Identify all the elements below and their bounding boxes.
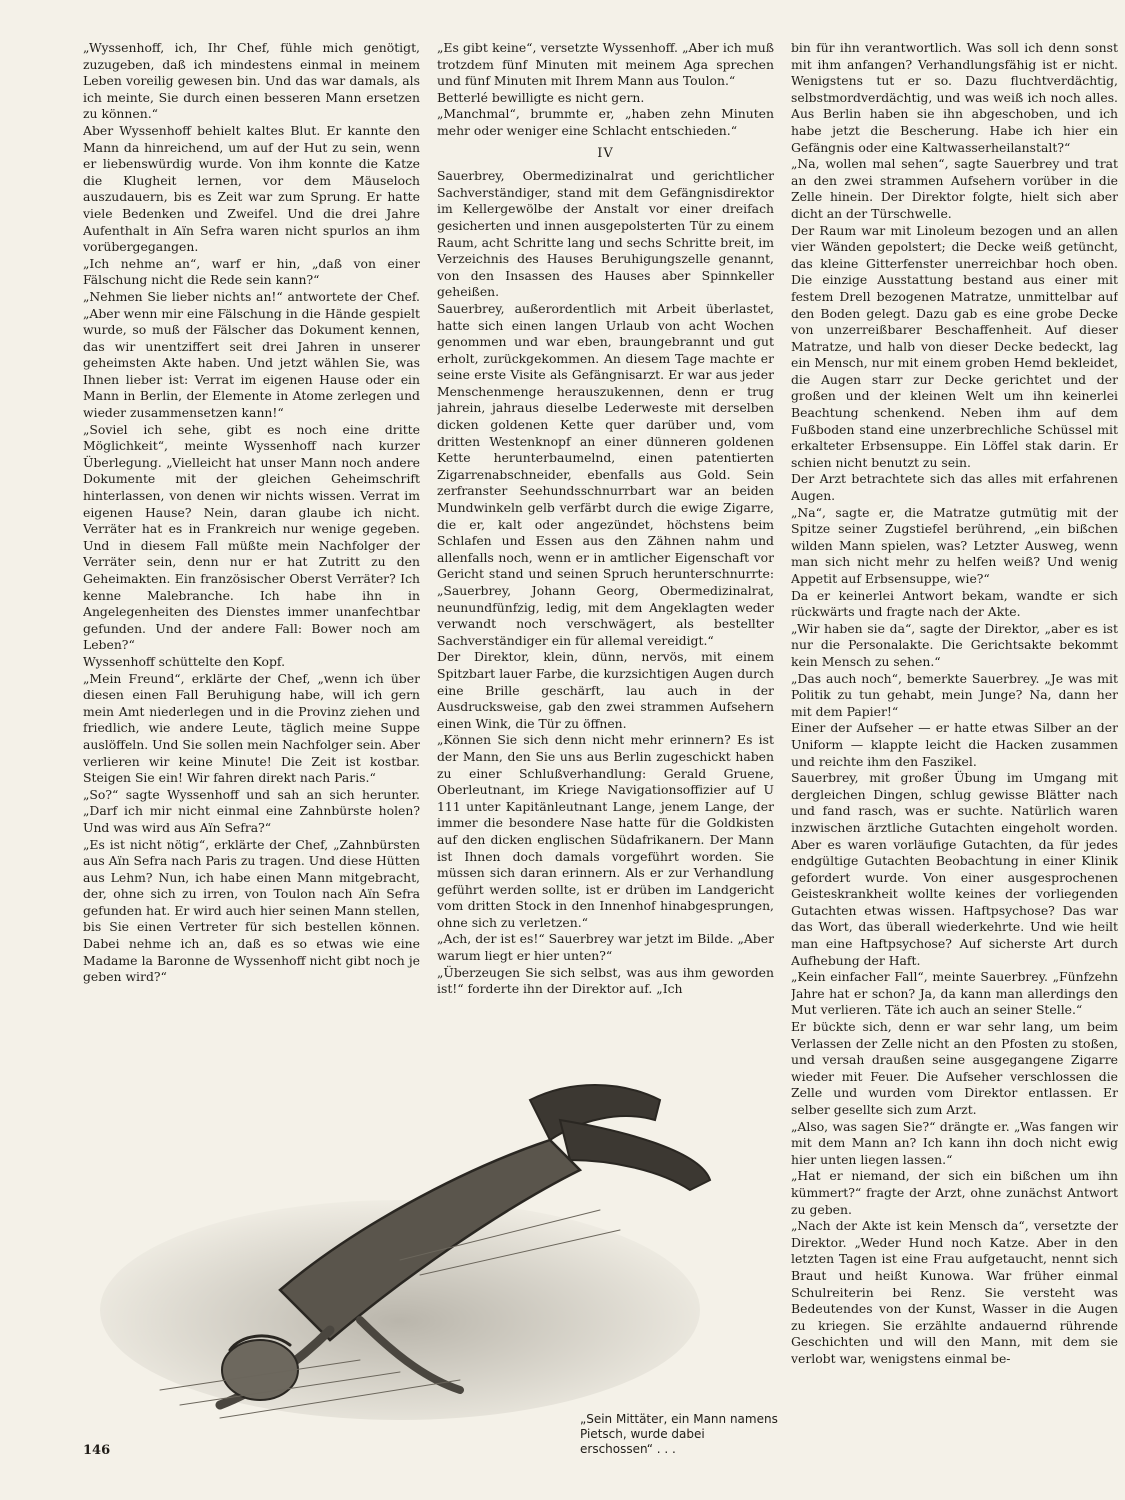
paragraph: „Es ist nicht nötig“, erklärte der Chef, „Zahnbürsten aus Aïn Sefra nach Paris zu tragen. Und diese Hütten aus Lehm? Nun, ich habe einen Mann mitgebracht, der, ohne sich zu irren, von Toulon nach Aïn Sefra gefunden hat. Er wird auch hier seinen Mann stellen, bis Sie einen Vertreter für sich bestellen können. Dabei nehme ich an, daß es so etwas wie eine Madame la Baronne de Wyssenhoff nicht gibt noch je geben wird?“ [83,836,420,985]
paragraph: „Kein einfacher Fall“, meinte Sauerbrey. „Fünfzehn Jahre hat er schon? Ja, da kann man allerdings den Mut verlieren. Täte ich auch an seiner Stelle.“ [791,969,1118,1018]
paragraph: „Nach der Akte ist kein Mensch da“, versetzte der Direktor. „Weder Hund noch Katze. Aber in den letzten Tagen ist eine Frau aufgetaucht, nennt sich Braut und heißt Kunowa. War früher einmal Schulreiterin bei Renz. Sie versteht was Bedeutendes von der Kunst, Wasser in die Augen zu kriegen. Sie erzählte andauernd rührende Geschichten und will den Mann, mit dem sie verlobt war, wenigstens einmal be- [791,1218,1118,1366]
text-column-3 [791,40,1118,1460]
paragraph: Wyssenhoff schüttelte den Kopf. [83,653,286,669]
paragraph: Sauerbrey, Obermedizinalrat und gerichtlicher Sachverständiger, stand mit dem Gefängnisdirektor im Kellergewölbe der Anstalt vor einer dreifach gesicherten und innen ausgepolsterten Tür zu einem Raum, acht Schritte lang und sechs Schritte breit, im Verzeichnis des Hauses Beruhigungszelle genannt, von den Insassen des Hauses aber Spinnkeller geheißen. [437,168,774,300]
paragraph: „Das auch noch“, bemerkte Sauerbrey. „Je was mit Politik zu tun gehabt, mein Junge? Na, dann her mit dem Papier!“ [791,670,1118,719]
paragraph: Sauerbrey, mit großer Übung im Umgang mit dergleichen Dingen, schlug gewisse Blätter nach und fand rasch, was er suchte. Natürlich waren inzwischen ärztliche Gutachten eingeholt worden. Aber es waren vorläufige Gutachten, da für jedes endgültige Gutachten Beobachtung in einer Klinik gefordert wurde. Von einer ausgesprochenen Geisteskrankheit wollte keines der vorliegenden Gutachten etwas wissen. Haftpsychose? Das war das Wort, das überall wiederkehrte. Und wie heilt man eine Haftpsychose? Auf sicherste Art durch Aufhebung der Haft. [791,770,1118,968]
paragraph: „Es gibt keine“, versetzte Wyssenhoff. „Aber ich muß trotzdem fünf Minuten mit meinem Aga sprechen und fünf Minuten mit Ihrem Mann aus Toulon.“ [437,40,774,89]
paragraph: Da er keinerlei Antwort bekam, wandte er sich rückwärts und fragte nach der Akte. [791,587,1118,620]
paragraph: Einer der Aufseher — er hatte etwas Silber an der Uniform — klappte leicht die Hacken zusammen und reichte ihm den Faszikel. [791,720,1118,769]
paragraph: Er bückte sich, denn er war sehr lang, um beim Verlassen der Zelle nicht an den Pfosten zu stoßen, und versah draußen seine ausgegangene Zigarre wieder mit Feuer. Die Aufseher verschlossen die Zelle und wurden vom Direktor entlassen. Er selber gesellte sich zum Arzt. [791,1019,1118,1117]
page-number: 146 [83,1443,111,1458]
paragraph: „Wyssenhoff, ich, Ihr Chef, fühle mich genötigt, zuzugeben, daß ich mindestens einmal in meinem Leben voreilig gewesen bin. Und das war damals, als ich meinte, Sie durch einen besseren Mann ersetzen zu können.“ [83,40,420,122]
paragraph: Aber Wyssenhoff behielt kaltes Blut. Er kannte den Mann da hinreichend, um auf der Hut zu sein, wenn er liebenswürdig wurde. Von ihm konnte die Katze die Klugheit lernen, vor dem Mäuseloch auszudauern, bis es Zeit war zum Sprung. Er hatte viele Bedenken und Zweifel. Und die drei Jahre Aufenthalt in Aïn Sefra waren nicht spurlos an ihm vorübergegangen. [83,122,420,255]
paragraph: Betterlé bewilligte es nicht gern. [437,89,645,105]
text-column-1 [83,40,420,1080]
paragraph: „Hat er niemand, der sich ein bißchen um ihn kümmert?“ fragte der Arzt, ohne zunächst Antwort zu geben. [791,1168,1118,1217]
paragraph: „Na“, sagte er, die Matratze gutmütig mit der Spitze seiner Zugstiefel berührend, „ein bißchen wilden Mann spielen, was? Letzter Ausweg, wenn man sich nicht mehr zu helfen weiß? Und wenig Appetit auf Erbsensuppe, wie?“ [791,504,1118,586]
illustration-lying-man [100,1060,730,1450]
paragraph: Sauerbrey, außerordentlich mit Arbeit überlastet, hatte sich einen langen Urlaub von acht Wochen genommen und war eben, braungebrannt und gut erholt, zurückgekommen. An diesem Tage machte er seine erste Visite als Gefängnisarzt. Er war aus jeder Menschenmenge herauszukennen, denn er trug jahrein, jahraus dieselbe Lederweste mit derselben dicken goldenen Kette quer darüber und, vom dritten Westenknopf an einer dünneren goldenen Kette herunterbaumelnd, einen patentierten Zigarrenabschneider, ebenfalls aus Gold. Sein zerfranster Seehundsschnurrbart war an beiden Mundwinkeln gelb verfärbt durch die ewige Zigarre, die er, kalt oder angezündet, höchstens beim Schlafen und Essen aus den Zähnen nahm und allenfalls noch, wenn er in amtlicher Eigenschaft vor Gericht stand und seinen Spruch herunterschnurrte: „Sauerbrey, Johann Georg, Obermedizinalrat, neunundfünfzig, ledig, mit dem Angeklagten weder verwandt noch verschwägert, als bestellter Sachverständiger ein für allemal vereidigt.“ [437,300,774,648]
paragraph: „Also, was sagen Sie?“ drängte er. „Was fangen wir mit dem Mann an? Ich kann ihn doch nicht ewig hier unten liegen lassen.“ [791,1118,1118,1167]
paragraph: „Ach, der ist es!“ Sauerbrey war jetzt im Bilde. „Aber warum liegt er hier unten?“ [437,931,774,964]
paragraph: „Können Sie sich denn nicht mehr erinnern? Es ist der Mann, den Sie uns aus Berlin zugeschickt haben zu einer Schlußverhandlung: Gerald Gruene, Oberleutnant, im Kriege Navigationsoffizier auf U 111 unter Kapitänleutnant Lange, jenem Lange, der immer die besondere Nase hatte für die Goldkisten auf den dicken englischen Südafrikanern. Der Mann ist Ihnen doch damals vorgeführt worden. Sie müssen sich daran erinnern. Als er zur Verhandlung geführt werden sollte, ist er drüben im Landgericht vom dritten Stock in den Innenhof hinabgesprungen, ohne sich zu verletzen.“ [437,732,774,930]
paragraph: „Manchmal“, brummte er, „haben zehn Minuten mehr oder weniger eine Schlacht entschieden.“ [437,106,774,138]
paragraph: „Ich nehme an“, warf er hin, „daß von einer Fälschung nicht die Rede sein kann?“ [83,255,420,288]
paragraph: „Soviel ich sehe, gibt es noch eine dritte Möglichkeit“, meinte Wyssenhoff nach kurzer Überlegung. „Vielleicht hat unser Mann noch andere Dokumente mit der gleichen Geheimschrift hinterlassen, von denen wir nichts wissen. Verrat im eigenen Hause? Nein, daran glaube ich nicht. Verräter hat es in Frankreich nur wenige gegeben. Und in diesem Fall müßte mein Nachfolger der Verräter sein, denn nur er hat Zutritt zu den Geheimakten. Ein französischer Oberst Verräter? Ich kenne Malebranche. Ich habe ihn in Angelegenheiten des Dienstes immer unanfechtbar gefunden. Und der andere Fall: Bower noch am Leben?“ [83,421,420,653]
paragraph: „Wir haben sie da“, sagte der Direktor, „aber es ist nur die Personalakte. Die Gerichtsakte bekommt kein Mensch zu sehen.“ [791,620,1118,669]
paragraph: „Na, wollen mal sehen“, sagte Sauerbrey und trat an den zwei strammen Aufsehern vorüber in die Zelle hinein. Der Direktor folgte, hielt sich aber dicht an der Türschwelle. [791,156,1118,221]
paragraph: Der Direktor, klein, dünn, nervös, mit einem Spitzbart lauer Farbe, die kurzsichtigen Augen durch eine Brille geschärft, lau auch in der Ausdrucksweise, gab den zwei strammen Aufsehern einen Wink, die Tür zu öffnen. [437,649,774,731]
section-number: IV [597,145,614,161]
text-column-2 [437,40,774,1060]
paragraph: „So?“ sagte Wyssenhoff und sah an sich herunter. „Darf ich mir nicht einmal eine Zahnbürste holen? Und was wird aus Aïn Sefra?“ [83,786,420,835]
illustration-caption: „Sein Mittäter, ein Mann namens Pietsch, wurde dabei erschossen“ . . . [580,1412,778,1456]
paragraph: Der Arzt betrachtete sich das alles mit erfahrenen Augen. [791,471,1118,504]
paragraph: „Überzeugen Sie sich selbst, was aus ihm geworden ist!“ forderte ihn der Direktor auf. „Ich [437,964,774,997]
paragraph: bin für ihn verantwortlich. Was soll ich denn sonst mit ihm anfangen? Verhandlungsfähig ist er nicht. Wenigstens tut er so. Dazu fluchtverdächtig, selbstmordverdächtig, und was weiß ich noch alles. Aus Berlin haben sie ihn abgeschoben, und ich habe jetzt die Bescherung. Habe ich hier ein Gefängnis oder eine Kaltwasserheilanstalt?“ [791,40,1118,155]
paragraph: „Nehmen Sie lieber nichts an!“ antwortete der Chef. „Aber wenn mir eine Fälschung in die Hände gespielt wurde, so muß der Fälscher das Dokument kennen, das wir unentziffert seit drei Jahren in unserer geheimsten Akte haben. Und jetzt wählen Sie, was Ihnen lieber ist: Verrat im eigenen Hause oder ein Mann in Berlin, der Elemente in Atome zerlegen und wieder zusammensetzen kann!“ [83,288,420,421]
paragraph: „Mein Freund“, erklärte der Chef, „wenn ich über diesen einen Fall Beruhigung habe, will ich gern mein Amt niederlegen und in die Provinz ziehen und friedlich, wie andere Leute, täglich meine Suppe auslöffeln. Und Sie sollen mein Nachfolger sein. Aber verlieren wir keine Minute! Die Zeit ist kostbar. Steigen Sie ein! Wir fahren direkt nach Paris.“ [83,670,420,786]
paragraph: Der Raum war mit Linoleum bezogen und an allen vier Wänden gepolstert; die Decke weiß getüncht, das kleine Gitterfenster unerreichbar hoch oben. Die einzige Ausstattung bestand aus einer mit festem Drell bezogenen Matratze, unmittelbar auf den Boden gelegt. Dazu gab es eine grobe Decke von unzerreißbarer Beschaffenheit. Auf dieser Matratze, und halb von dieser Decke bedeckt, lag ein Mensch, nur mit einem groben Hemd bekleidet, die Augen starr zur Decke gerichtet und der großen und der kleinen Welt um ihn keinerlei Beachtung schenkend. Neben ihm auf dem Fußboden stand eine unzerbrechliche Schüssel mit erkalteter Erbsensuppe. Ein Löffel stak darin. Er schien nicht benutzt zu sein. [791,222,1118,470]
